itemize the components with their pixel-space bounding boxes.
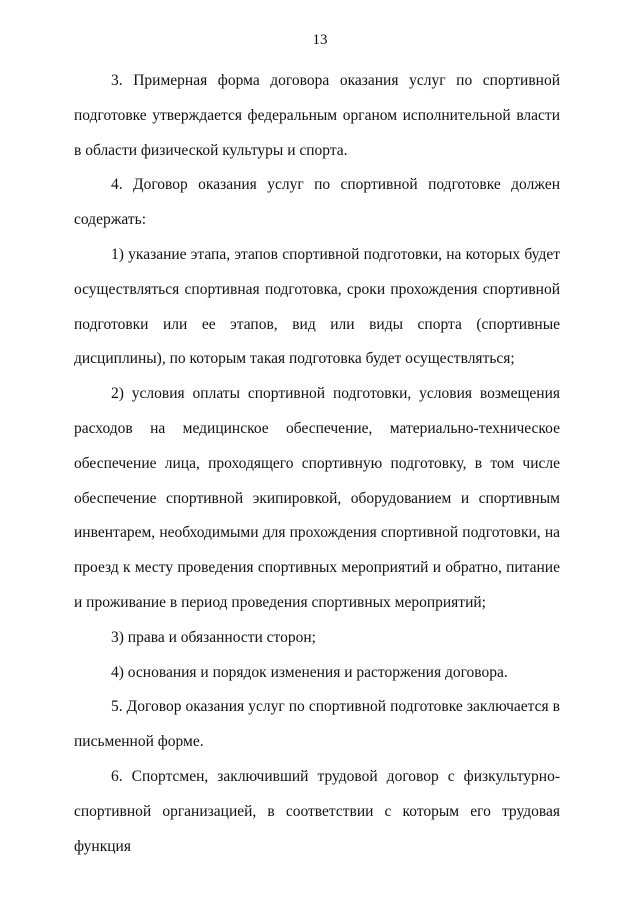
paragraph-5: 5. Договор оказания услуг по спортивной подготовке заключается в письменной форме. [74, 698, 560, 751]
paragraph-4: 4. Договор оказания услуг по спортивной подготовке должен содержать: [74, 176, 560, 229]
paragraph-4-item-1: 1) указание этапа, этапов спортивной подготовки, на которых будет осуществляться спортивная подготовка, сроки прохождения спортивной подготовки или ее этапов, вид или виды спорта (спортивные дисциплины), по которым такая подготовка будет осуществляться; [74, 245, 560, 368]
paragraph-3: 3. Примерная форма договора оказания услуг по спортивной подготовке утверждается федеральным органом исполнительной власти в области физической культуры и спорта. [74, 72, 560, 159]
paragraph-4-item-3: 3) права и обязанности сторон; [111, 628, 316, 646]
page-number: 13 [312, 32, 328, 48]
paragraph-6: 6. Спортсмен, заключивший трудовой договор с физкультурно-спортивной организацией, в соответствии с которым его трудовая функция [74, 767, 560, 855]
paragraph-4-item-2: 2) условия оплаты спортивной подготовки, условия возмещения расходов на медицинское обеспечение, материально-техническое обеспечение лица, проходящего спортивную подготовку, в том числе обеспечение спортивной экипировкой, оборудованием и спортивным инвентарем, необходимыми для прохождения спортивной подготовки, на проезд к месту проведения спортивных мероприятий и обратно, питание и проживание в период проведения спортивных мероприятий; [74, 385, 560, 611]
document-body [74, 64, 560, 864]
paragraph-4-item-4: 4) основания и порядок изменения и расторжения договора. [111, 663, 508, 681]
